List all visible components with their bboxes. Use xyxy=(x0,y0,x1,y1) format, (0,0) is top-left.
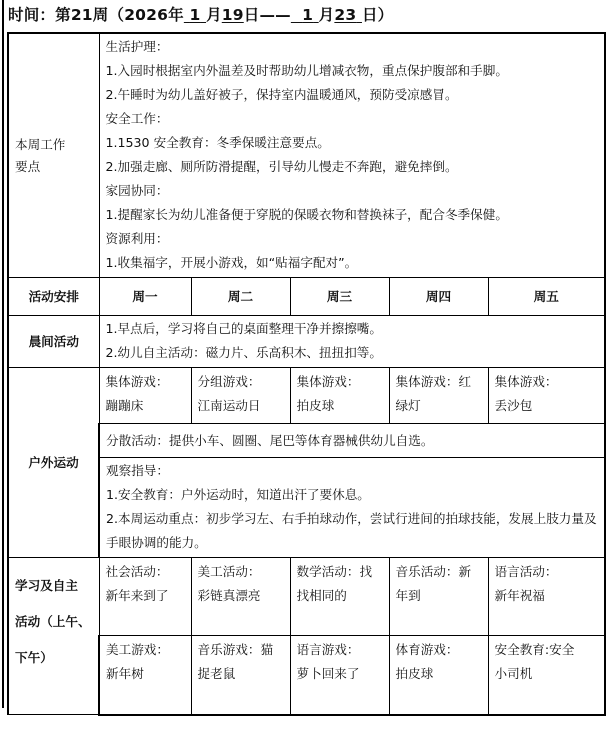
key-points-line: 2.午睡时为幼儿盖好被子，保持室内温暖通风，预防受凉感冒。 xyxy=(105,87,458,102)
morning-line: 1.早点后，学习将自己的桌面整理干净并擦擦嘴。 xyxy=(105,321,382,336)
study-label-line2: 活动（上午、 xyxy=(15,614,91,629)
title-day-start: 19 xyxy=(221,6,244,24)
outdoor-game-cell: 分组游戏： 江南运动日 xyxy=(191,368,290,424)
page-title: 时间：第21周（2026年 1 月19日—— 1 月23 日） xyxy=(8,6,394,24)
schedule-header-row xyxy=(8,278,605,316)
outdoor-game-cell: 集体游戏： 丢沙包 xyxy=(488,368,605,424)
study-activity-cell: 数学活动：找 找相同的 xyxy=(290,558,389,636)
day-wednesday: 周三 xyxy=(290,278,389,316)
study-activity-cell: 美工游戏： 新年树 xyxy=(99,636,191,715)
outdoor-free-cell xyxy=(99,424,605,458)
study-label-line1: 学习及自主 xyxy=(15,578,78,593)
study-activity-cell: 安全教育:安全 小司机 xyxy=(488,636,605,715)
key-points-line: 家园协同： xyxy=(105,183,169,198)
outdoor-game-cell: 集体游戏： 蹦蹦床 xyxy=(99,368,191,424)
key-points-line: 资源利用： xyxy=(105,231,169,246)
outdoor-game-cell: 集体游戏：红 绿灯 xyxy=(389,368,488,424)
study-row-1 xyxy=(8,558,605,636)
key-points-line: 1.入园时根据室内外温差及时帮助幼儿增减衣物，重点保护腹部和手脚。 xyxy=(105,63,508,78)
study-label-line3: 下午） xyxy=(15,650,53,665)
title-year: 周（2026 xyxy=(92,6,169,24)
key-points-row xyxy=(8,33,605,278)
title-week: 21 xyxy=(70,6,93,24)
title-month-end: 1 xyxy=(302,6,314,24)
study-activity-cell: 社会活动： 新年来到了 xyxy=(99,558,191,636)
study-activity-cell: 音乐游戏：猫 捉老鼠 xyxy=(191,636,290,715)
free-activity-text: 分散活动：提供小车、圆圈、尾巴等体育器械供幼儿自选。 xyxy=(106,432,434,448)
title-month-start: 1 xyxy=(189,6,201,24)
day-friday: 周五 xyxy=(488,278,605,316)
weekly-plan-table xyxy=(7,32,606,716)
guidance-line: 2.本周运动重点：初步学习左、右手拍球动作，尝试行进间的拍球技能，发展上肢力量及手眼协调的能力。 xyxy=(106,511,597,550)
outdoor-games-row xyxy=(8,368,605,424)
study-label-cell xyxy=(8,558,99,715)
guidance-line: 观察指导： xyxy=(106,463,169,478)
study-activity-cell: 语言活动： 新年祝福 xyxy=(488,558,605,636)
key-points-line: 2.加强走廊、厕所防滑提醒，引导幼儿慢走不奔跑，避免摔倒。 xyxy=(105,159,458,174)
morning-label: 晨间活动 xyxy=(8,316,99,368)
title-day-end: 23 xyxy=(334,6,357,24)
day-tuesday: 周二 xyxy=(191,278,290,316)
outdoor-game-cell: 集体游戏： 拍皮球 xyxy=(290,368,389,424)
day-monday: 周一 xyxy=(99,278,191,316)
morning-line: 2.幼儿自主活动：磁力片、乐高积木、扭扭扣等。 xyxy=(105,345,382,360)
key-points-line: 生活护理： xyxy=(105,39,169,54)
key-points-content-cell xyxy=(99,33,605,278)
outdoor-guidance-cell xyxy=(99,458,605,558)
key-points-label-cell xyxy=(8,33,99,278)
study-activity-cell: 音乐活动：新 年到 xyxy=(389,558,488,636)
key-points-line: 1.提醒家长为幼儿准备便于穿脱的保暖衣物和替换袜子，配合冬季保健。 xyxy=(105,207,508,222)
study-activity-cell: 体育游戏： 拍皮球 xyxy=(389,636,488,715)
key-points-line: 安全工作： xyxy=(105,111,169,126)
schedule-label: 活动安排 xyxy=(8,278,99,316)
key-points-line: 1.收集福字，开展小游戏，如“贴福字配对”。 xyxy=(105,255,358,270)
day-thursday: 周四 xyxy=(389,278,488,316)
study-activity-cell: 美工活动： 彩链真漂亮 xyxy=(191,558,290,636)
morning-row xyxy=(8,316,605,368)
title-year-suffix: 年 xyxy=(168,6,184,24)
key-points-label-line2: 要点 xyxy=(15,158,41,174)
left-margin-rule xyxy=(2,0,4,708)
morning-content-cell xyxy=(99,316,605,368)
title-prefix: 时间：第 xyxy=(8,6,71,24)
study-activity-cell: 语言游戏： 萝卜回来了 xyxy=(290,636,389,715)
key-points-label-line1: 本周工作 xyxy=(15,136,66,152)
guidance-line: 1.安全教育：户外运动时，知道出汗了要休息。 xyxy=(106,487,370,502)
key-points-line: 1.1530 安全教育：冬季保暖注意要点。 xyxy=(105,135,330,150)
outdoor-label: 户外运动 xyxy=(8,368,99,558)
